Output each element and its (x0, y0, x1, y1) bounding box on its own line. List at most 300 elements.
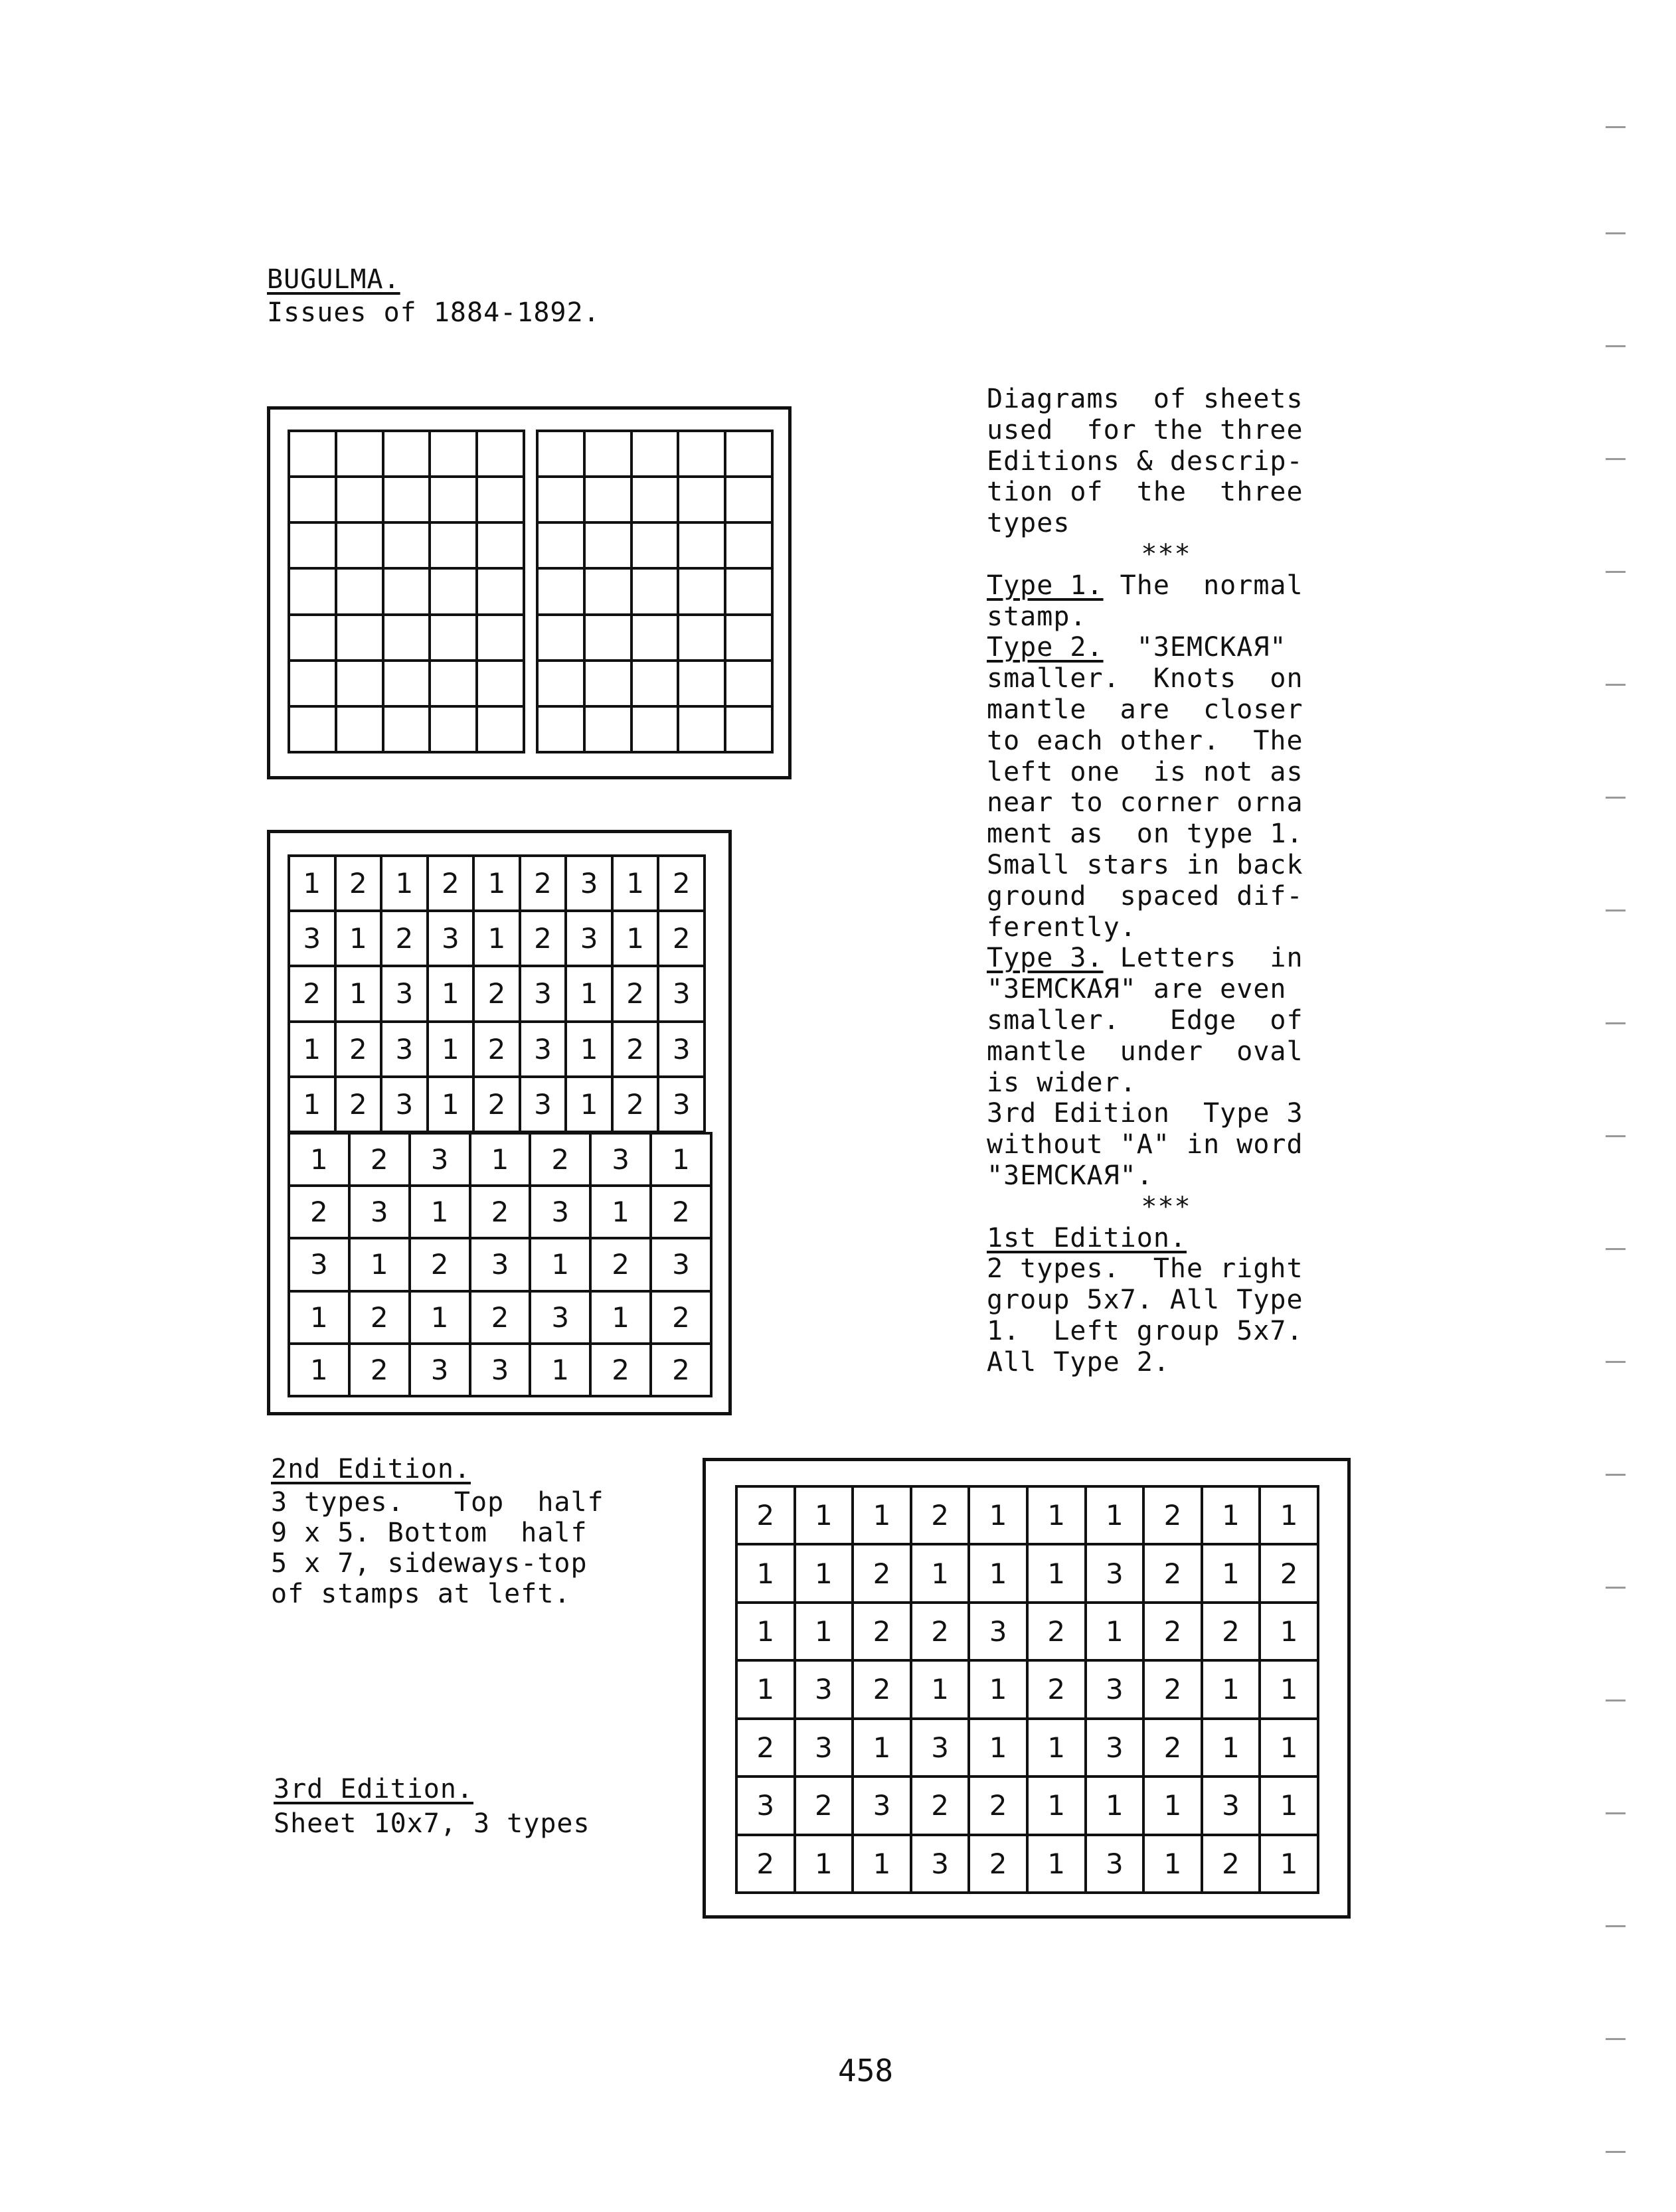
third-edition-grid (735, 1485, 1319, 1894)
second-edition-top-half (288, 854, 706, 1133)
stamp-type-cell: 3 (381, 966, 428, 1021)
stamp-type-cell: 2 (590, 1238, 651, 1291)
stamp-type-cell: 2 (349, 1291, 410, 1344)
stamp-type-cell: 1 (289, 1022, 335, 1077)
stamp-position (537, 615, 584, 661)
stamp-type-cell: 1 (911, 1544, 969, 1602)
stamp-position (336, 522, 383, 568)
stamp-type-cell: 1 (1143, 1835, 1202, 1893)
grid-row (289, 568, 524, 614)
stamp-position (678, 706, 725, 752)
stamp-type-cell: 3 (566, 911, 612, 966)
description-text: Small stars in back (987, 849, 1303, 880)
description-text: smaller. Knots on (987, 663, 1303, 694)
margin-mark (1606, 1699, 1626, 1701)
stamp-position (678, 477, 725, 522)
stamp-type-cell: 2 (969, 1835, 1027, 1893)
stamp-type-cell: 3 (410, 1344, 470, 1396)
stamp-type-cell: 2 (736, 1719, 795, 1777)
stamp-type-cell: 1 (1202, 1486, 1260, 1544)
stamp-type-cell: 1 (530, 1344, 590, 1396)
stamp-type-cell: 2 (651, 1344, 711, 1396)
stamp-type-cell: 2 (289, 966, 335, 1021)
stamp-type-cell: 2 (381, 911, 428, 966)
description-line (987, 974, 1345, 1005)
grid-row (537, 706, 772, 752)
stamp-type-cell: 2 (520, 856, 566, 911)
stamp-type-cell: 1 (289, 1133, 349, 1186)
grid-row (736, 1719, 1318, 1777)
stamp-type-cell: 3 (969, 1603, 1027, 1660)
grid-row (289, 1291, 711, 1344)
stamp-position (336, 568, 383, 614)
grid-row (289, 522, 524, 568)
stamp-position (383, 661, 430, 706)
stamp-position (336, 706, 383, 752)
stamp-type-cell: 2 (289, 1186, 349, 1238)
stamp-type-cell: 1 (1027, 1777, 1086, 1834)
page-title: BUGULMA. (267, 264, 400, 295)
stamp-type-cell: 1 (911, 1660, 969, 1718)
stamp-type-cell: 2 (969, 1777, 1027, 1834)
grid-row (537, 615, 772, 661)
description-text: "ЗEMCKAЯ" are even (987, 974, 1287, 1005)
stamp-position (584, 615, 631, 661)
stamp-type-cell: 1 (1260, 1835, 1318, 1893)
description-line (987, 1285, 1345, 1316)
description-text: "ЗEMCKAЯ". (987, 1160, 1153, 1191)
stamp-type-cell: 3 (381, 1077, 428, 1132)
margin-mark (1606, 2151, 1626, 2153)
stamp-type-cell: 2 (795, 1777, 853, 1834)
stamp-position (631, 477, 679, 522)
stamp-type-cell: 1 (1260, 1603, 1318, 1660)
stamp-type-cell: 1 (612, 856, 659, 911)
description-line (987, 1036, 1345, 1067)
stamp-type-cell: 1 (289, 1344, 349, 1396)
grid-row (537, 661, 772, 706)
description-line (987, 881, 1345, 912)
stamp-type-cell: 2 (1143, 1719, 1202, 1777)
stamp-type-cell: 1 (1260, 1486, 1318, 1544)
second-edition-bottom-half (288, 1132, 712, 1397)
margin-mark (1606, 684, 1626, 686)
description-line (987, 1005, 1345, 1036)
description-text: stamp. (987, 601, 1087, 632)
description-heading: 1st Edition. (987, 1222, 1187, 1253)
stamp-type-cell: 3 (658, 1077, 705, 1132)
grid-row (289, 1186, 711, 1238)
stamp-type-cell: 3 (381, 1022, 428, 1077)
stamp-type-cell: 2 (349, 1133, 410, 1186)
stamp-type-cell: 2 (736, 1835, 795, 1893)
stamp-type-cell: 1 (381, 856, 428, 911)
stamp-position (584, 661, 631, 706)
stamp-position (477, 522, 524, 568)
stamp-type-cell: 3 (590, 1133, 651, 1186)
stamp-position (725, 477, 772, 522)
stamp-type-cell: 1 (1027, 1486, 1086, 1544)
stamp-type-cell: 1 (853, 1835, 911, 1893)
description-line (987, 726, 1345, 757)
stamp-position (725, 522, 772, 568)
stamp-type-cell: 3 (1086, 1835, 1144, 1893)
stamp-type-cell: 2 (1027, 1603, 1086, 1660)
margin-mark (1606, 571, 1626, 573)
stamp-position (678, 522, 725, 568)
stamp-type-cell: 1 (1260, 1660, 1318, 1718)
description-heading: Type 2. (987, 632, 1104, 663)
third-edition-sheet (703, 1458, 1351, 1919)
description-line (987, 1316, 1345, 1347)
description-text: Letters in (1103, 943, 1303, 974)
stamp-type-cell: 1 (736, 1660, 795, 1718)
stamp-position (430, 522, 477, 568)
first-edition-right-group (536, 430, 774, 753)
stamp-type-cell: 3 (651, 1238, 711, 1291)
stamp-type-cell: 2 (1143, 1544, 1202, 1602)
stamp-position (289, 477, 336, 522)
description-line (987, 1067, 1345, 1099)
stamp-type-cell: 1 (1086, 1486, 1144, 1544)
description-line (987, 694, 1345, 726)
type-descriptions (987, 384, 1345, 1378)
stamp-type-cell: 3 (1086, 1660, 1144, 1718)
description-line (987, 446, 1345, 477)
stamp-type-cell: 2 (853, 1544, 911, 1602)
stamp-position (383, 431, 430, 477)
stamp-type-cell: 3 (658, 966, 705, 1021)
stamp-type-cell: 1 (1027, 1719, 1086, 1777)
description-text: ment as on type 1. (987, 819, 1303, 850)
stamp-type-cell: 3 (520, 966, 566, 1021)
stamp-position (678, 568, 725, 614)
stamp-type-cell: 3 (1086, 1719, 1144, 1777)
stamp-position (477, 431, 524, 477)
stamp-type-cell: 2 (473, 1077, 520, 1132)
stamp-type-cell: 1 (530, 1238, 590, 1291)
stamp-position (477, 706, 524, 752)
stamp-type-cell: 1 (795, 1603, 853, 1660)
stamp-type-cell: 1 (969, 1544, 1027, 1602)
stamp-type-cell: 2 (1260, 1544, 1318, 1602)
margin-mark (1606, 1248, 1626, 1250)
description-text: is wider. (987, 1067, 1137, 1098)
stamp-type-cell: 2 (1143, 1603, 1202, 1660)
stamp-position (383, 568, 430, 614)
stamp-type-cell: 3 (658, 1022, 705, 1077)
stamp-position (537, 661, 584, 706)
margin-mark (1606, 126, 1626, 128)
description-text: tion of the three (987, 477, 1303, 508)
stamp-type-cell: 3 (530, 1186, 590, 1238)
stamp-position (537, 431, 584, 477)
stamp-position (477, 477, 524, 522)
stamp-type-cell: 2 (410, 1238, 470, 1291)
stamp-type-cell: 3 (520, 1077, 566, 1132)
description-text: Diagrams of sheets (987, 384, 1303, 414)
grid-row (736, 1777, 1318, 1834)
stamp-type-cell: 1 (969, 1719, 1027, 1777)
margin-mark (1606, 1587, 1626, 1589)
stamp-type-cell: 2 (911, 1603, 969, 1660)
stamp-position (336, 477, 383, 522)
description-line (987, 943, 1345, 974)
grid-row (289, 1238, 711, 1291)
stamp-position (430, 568, 477, 614)
stamp-type-cell: 1 (1027, 1544, 1086, 1602)
stamp-type-cell: 3 (853, 1777, 911, 1834)
description-line (987, 787, 1345, 819)
grid-row (289, 706, 524, 752)
description-line (987, 508, 1345, 539)
grid-row (289, 911, 705, 966)
stamp-type-cell: 1 (969, 1660, 1027, 1718)
stamp-type-cell: 1 (1202, 1660, 1260, 1718)
description-text: used for the three (987, 414, 1303, 445)
description-line (987, 1098, 1345, 1129)
description-line (987, 819, 1345, 850)
stamp-type-cell: 2 (658, 911, 705, 966)
description-line (987, 601, 1345, 633)
stamp-type-cell: 1 (289, 1077, 335, 1132)
description-text: *** (1141, 1191, 1191, 1222)
stamp-position (584, 431, 631, 477)
description-text: *** (1141, 538, 1191, 570)
stamp-position (725, 706, 772, 752)
grid-row (537, 477, 772, 522)
stamp-type-cell: 3 (410, 1133, 470, 1186)
stamp-type-cell: 2 (470, 1291, 531, 1344)
stamp-position (584, 477, 631, 522)
margin-mark (1606, 1812, 1626, 1814)
description-text: near to corner orna (987, 787, 1303, 819)
description-line (987, 850, 1345, 881)
stamp-type-cell: 1 (428, 1077, 474, 1132)
grid-row (736, 1835, 1318, 1893)
stamp-type-cell: 1 (289, 1291, 349, 1344)
third-edition-heading: 3rd Edition. (274, 1774, 473, 1804)
margin-mark (1606, 2038, 1626, 2040)
stamp-type-cell: 1 (566, 1077, 612, 1132)
stamp-type-cell: 1 (736, 1603, 795, 1660)
stamp-position (584, 522, 631, 568)
stamp-type-cell: 3 (470, 1238, 531, 1291)
grid-row (289, 966, 705, 1021)
stamp-type-cell: 2 (335, 1022, 382, 1077)
grid-row (289, 431, 524, 477)
grid-row (289, 1133, 711, 1186)
description-text: smaller. Edge of (987, 1004, 1303, 1036)
stamp-position (584, 568, 631, 614)
description-text: mantle are closer (987, 694, 1303, 725)
description-line (987, 1223, 1345, 1254)
stamp-position (631, 522, 679, 568)
stamp-type-cell: 1 (349, 1238, 410, 1291)
stamp-type-cell: 1 (335, 966, 382, 1021)
stamp-type-cell: 1 (795, 1835, 853, 1893)
first-edition-sheet (267, 406, 792, 779)
stamp-type-cell: 2 (651, 1291, 711, 1344)
stamp-type-cell: 2 (1143, 1660, 1202, 1718)
margin-mark (1606, 232, 1626, 234)
stamp-position (383, 706, 430, 752)
stamp-position (289, 431, 336, 477)
second-edition-sheet (267, 830, 732, 1415)
grid-row (289, 477, 524, 522)
second-edition-line: 9 x 5. Bottom half (271, 1518, 588, 1548)
description-line (987, 1160, 1345, 1192)
stamp-type-cell: 1 (590, 1186, 651, 1238)
stamp-type-cell: 1 (1260, 1719, 1318, 1777)
stamp-type-cell: 2 (428, 856, 474, 911)
stamp-position (477, 661, 524, 706)
stamp-position (725, 661, 772, 706)
description-line (987, 570, 1345, 601)
stamp-type-cell: 1 (335, 911, 382, 966)
stamp-position (725, 615, 772, 661)
description-heading: Type 1. (987, 570, 1104, 601)
description-line (987, 415, 1345, 446)
description-line (987, 1253, 1345, 1285)
stamp-type-cell: 1 (795, 1486, 853, 1544)
stamp-type-cell: 2 (473, 1022, 520, 1077)
stamp-position (584, 706, 631, 752)
description-text: 3rd Edition Type 3 (987, 1098, 1303, 1129)
stamp-type-cell: 3 (289, 1238, 349, 1291)
description-text: to each other. The (987, 725, 1303, 756)
stamp-type-cell: 1 (470, 1133, 531, 1186)
stamp-position (631, 661, 679, 706)
stamp-type-cell: 1 (651, 1133, 711, 1186)
stamp-type-cell: 2 (335, 1077, 382, 1132)
stamp-position (336, 431, 383, 477)
margin-mark (1606, 1022, 1626, 1024)
stamp-position (430, 661, 477, 706)
description-text: group 5x7. All Type (987, 1285, 1303, 1316)
stamp-type-cell: 2 (651, 1186, 711, 1238)
stamp-position (678, 661, 725, 706)
grid-row (537, 568, 772, 614)
stamp-type-cell: 1 (1086, 1603, 1144, 1660)
grid-row (537, 522, 772, 568)
description-text: mantle under oval (987, 1036, 1303, 1067)
stamp-position (537, 522, 584, 568)
description-text: 1. Left group 5x7. (987, 1315, 1303, 1346)
stamp-position (631, 431, 679, 477)
stamp-position (336, 615, 383, 661)
stamp-position (725, 568, 772, 614)
stamp-position (537, 568, 584, 614)
stamp-position (289, 706, 336, 752)
stamp-type-cell: 3 (428, 911, 474, 966)
grid-row (736, 1544, 1318, 1602)
stamp-type-cell: 3 (795, 1660, 853, 1718)
description-text: The normal (1103, 570, 1303, 601)
stamp-type-cell: 1 (1143, 1777, 1202, 1834)
stamp-type-cell: 2 (1027, 1660, 1086, 1718)
grid-row (736, 1486, 1318, 1544)
description-text: Editions & descrip- (987, 445, 1303, 477)
stamp-type-cell: 3 (520, 1022, 566, 1077)
stamp-type-cell: 2 (590, 1344, 651, 1396)
margin-mark (1606, 458, 1626, 460)
stamp-type-cell: 2 (911, 1486, 969, 1544)
stamp-type-cell: 2 (658, 856, 705, 911)
description-line (987, 477, 1345, 508)
description-text: ground spaced dif- (987, 880, 1303, 911)
description-line (987, 663, 1345, 694)
stamp-position (430, 615, 477, 661)
description-text: without "A" in word (987, 1129, 1303, 1160)
stamp-type-cell: 1 (969, 1486, 1027, 1544)
stamp-type-cell: 3 (1202, 1777, 1260, 1834)
stamp-position (678, 431, 725, 477)
second-edition-line: 5 x 7, sideways-top (271, 1548, 588, 1579)
stamp-type-cell: 1 (736, 1544, 795, 1602)
description-heading: Type 3. (987, 943, 1104, 974)
grid-row (289, 615, 524, 661)
stamp-type-cell: 1 (853, 1486, 911, 1544)
description-line (987, 1192, 1345, 1223)
stamp-type-cell: 1 (590, 1291, 651, 1344)
stamp-type-cell: 1 (1260, 1777, 1318, 1834)
description-text: All Type 2. (987, 1346, 1170, 1378)
grid-row (289, 1022, 705, 1077)
margin-mark (1606, 1925, 1626, 1927)
description-text: "ЗEMCKAЯ" (1103, 632, 1287, 663)
description-text: left one is not as (987, 756, 1303, 787)
margin-mark (1606, 345, 1626, 347)
stamp-position (678, 615, 725, 661)
grid-row (289, 856, 705, 911)
stamp-type-cell: 2 (612, 966, 659, 1021)
stamp-position (336, 661, 383, 706)
second-edition-line: 3 types. Top half (271, 1487, 604, 1518)
second-edition-description (271, 1487, 604, 1609)
stamp-type-cell: 1 (853, 1719, 911, 1777)
stamp-type-cell: 1 (566, 966, 612, 1021)
stamp-type-cell: 3 (736, 1777, 795, 1834)
page-subtitle: Issues of 1884-1892. (267, 297, 600, 328)
description-line (987, 1347, 1345, 1378)
stamp-type-cell: 1 (410, 1291, 470, 1344)
stamp-type-cell: 1 (473, 911, 520, 966)
grid-row (289, 661, 524, 706)
stamp-type-cell: 3 (349, 1186, 410, 1238)
stamp-type-cell: 2 (473, 966, 520, 1021)
margin-mark (1606, 1135, 1626, 1137)
margin-mark (1606, 1361, 1626, 1363)
stamp-type-cell: 1 (612, 911, 659, 966)
stamp-type-cell: 1 (410, 1186, 470, 1238)
stamp-position (537, 477, 584, 522)
stamp-position (383, 477, 430, 522)
stamp-position (537, 706, 584, 752)
stamp-position (631, 568, 679, 614)
stamp-type-cell: 1 (428, 1022, 474, 1077)
page-number: 458 (838, 2053, 894, 2089)
stamp-type-cell: 2 (1202, 1603, 1260, 1660)
description-line (987, 539, 1345, 570)
stamp-type-cell: 2 (911, 1777, 969, 1834)
stamp-position (725, 431, 772, 477)
stamp-position (631, 615, 679, 661)
stamp-type-cell: 3 (1086, 1544, 1144, 1602)
stamp-type-cell: 2 (853, 1660, 911, 1718)
stamp-position (383, 522, 430, 568)
description-line (987, 384, 1345, 415)
